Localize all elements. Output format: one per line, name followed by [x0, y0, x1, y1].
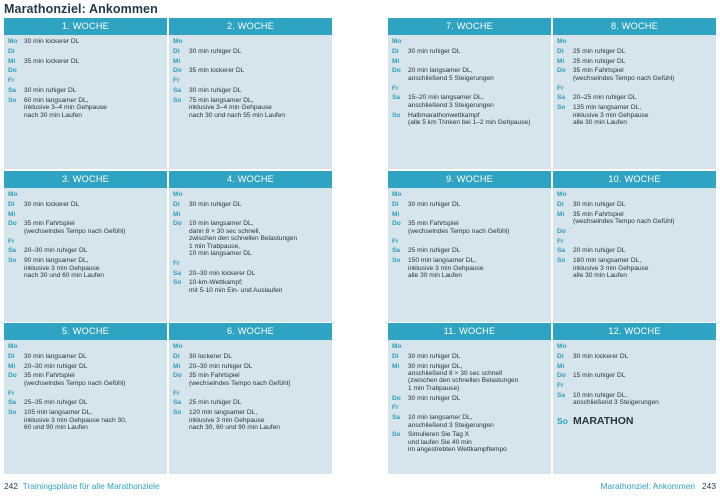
week-title: 6. WOCHE: [169, 323, 332, 340]
day-workout: 150 min langsamer DL, inklusive 3 min Gehpause alle 30 min Laufen: [408, 257, 484, 279]
day-row: [392, 431, 547, 453]
day-label: Di: [173, 200, 180, 208]
day-workout: 25 min ruhiger DL: [573, 47, 626, 55]
day-row: [8, 58, 163, 65]
day-row: [557, 257, 712, 279]
day-label: Mi: [392, 210, 400, 218]
day-row: [392, 247, 547, 254]
day-workout: 25–35 min ruhiger DL: [24, 399, 88, 407]
day-row: [173, 260, 328, 267]
day-row: [557, 191, 712, 198]
day-workout: 25 min ruhiger DL: [408, 247, 461, 255]
day-row: [392, 343, 547, 350]
day-workout: 30 lockerer DL: [189, 352, 232, 360]
day-row: [392, 112, 547, 127]
day-workout: 20 min ruhiger DL: [573, 247, 626, 255]
day-workout: 10 min langsamer DL, dann 8 × 30 sec schnell, zwischen den schnellen Belastungen 1 min Trabpause, 10 min langsamer DL: [189, 220, 298, 258]
day-label: Do: [392, 220, 401, 228]
day-workout: 135 min langsamer DL, inklusive 3 min Gehpause alle 30 min Laufen: [573, 104, 649, 126]
day-label: So: [8, 96, 17, 104]
day-workout: 60 min langsamer DL, inklusive 3–4 min Gehpause nach 30 min Laufen: [24, 96, 107, 119]
day-workout: 30 min ruhiger DL: [408, 394, 461, 402]
day-label: Sa: [557, 391, 566, 399]
page-number-left: 242: [4, 481, 18, 491]
day-workout: Simulieren Sie Tag X und laufen Sie 40 min im angestrebten Wettkampftempo: [408, 431, 507, 454]
day-label: Di: [392, 200, 399, 208]
day-row: [173, 191, 328, 198]
week-title: 1. WOCHE: [4, 18, 167, 35]
day-row: [173, 270, 328, 277]
day-row: [8, 409, 163, 431]
day-label: Fr: [173, 77, 180, 85]
day-row: [557, 201, 712, 208]
week-7: [388, 18, 551, 169]
week-title: 12. WOCHE: [553, 323, 716, 340]
day-row: [8, 390, 163, 397]
day-label: Do: [8, 372, 17, 380]
day-row: [8, 353, 163, 360]
day-workout: 30 min ruhiger DL: [189, 47, 242, 55]
day-label: Di: [557, 200, 564, 208]
week-6: [169, 323, 332, 474]
day-list: [4, 188, 167, 279]
day-row: [173, 409, 328, 431]
week-11: [388, 323, 551, 474]
day-workout: 20–30 min ruhiger DL: [24, 247, 88, 255]
day-label: Sa: [173, 269, 182, 277]
day-workout: 20–30 min ruhiger DL: [24, 362, 88, 370]
week-8: [553, 18, 716, 169]
day-label: So: [557, 415, 568, 426]
day-row: [392, 191, 547, 198]
day-row: [8, 238, 163, 245]
week-title: 10. WOCHE: [553, 171, 716, 188]
day-workout: 180 min langsamer DL, inklusive 3 min Gehpause alle 30 min Laufen: [573, 257, 649, 279]
week-3: [4, 171, 167, 322]
day-row: [173, 343, 328, 350]
day-label: Mo: [173, 343, 183, 350]
day-label: Do: [557, 227, 566, 235]
day-label: Fr: [392, 84, 399, 92]
day-row: [392, 257, 547, 279]
page-title: Marathonziel: Ankommen: [4, 2, 158, 16]
week-9: [388, 171, 551, 322]
day-label: Mo: [173, 38, 183, 45]
day-list: [553, 188, 716, 279]
day-label: Mo: [557, 191, 567, 198]
day-label: Do: [392, 67, 401, 75]
day-row: [557, 392, 712, 407]
day-label: Fr: [8, 237, 15, 245]
week-title: 4. WOCHE: [169, 171, 332, 188]
week-title: 9. WOCHE: [388, 171, 551, 188]
day-label: Do: [8, 220, 17, 228]
day-workout: 10 min langsamer DL, anschließend 3 Steigerungen: [408, 414, 494, 429]
day-row: [557, 238, 712, 245]
day-row: [557, 85, 712, 92]
day-label: Mi: [173, 57, 181, 65]
day-workout: 25 min ruhiger DL: [573, 57, 626, 65]
day-workout: 30 min ruhiger DL: [573, 200, 626, 208]
day-workout: 10 min ruhiger DL, anschließend 3 Steigerungen: [573, 391, 659, 407]
day-label: Mi: [8, 57, 16, 65]
day-row: [392, 363, 547, 393]
day-label: Mi: [173, 362, 181, 370]
day-label: Mi: [392, 57, 400, 65]
day-row: [557, 38, 712, 45]
day-row: [392, 67, 547, 82]
week-5: [4, 323, 167, 474]
day-label: Sa: [173, 86, 182, 94]
week-2: [169, 18, 332, 169]
day-workout: 90 min langsamer DL, inklusive 3 min Gehpause nach 30 und 60 min Laufen: [24, 257, 104, 279]
footer-right: [601, 481, 716, 491]
day-row: [557, 372, 712, 379]
day-label: Do: [557, 372, 566, 380]
day-workout: 35 min lockerer DL: [24, 57, 80, 65]
day-workout: 30 min ruhiger DL: [408, 200, 461, 208]
page-number-right: 243: [702, 481, 716, 491]
day-row: [173, 38, 328, 45]
day-label: Sa: [392, 414, 401, 422]
day-label: Mi: [557, 57, 565, 65]
day-label: Fr: [557, 237, 564, 245]
footer-left-text: Trainingspläne für alle Marathonziele: [22, 481, 160, 491]
day-label: Fr: [173, 389, 180, 397]
day-row: [173, 201, 328, 208]
week-title: 3. WOCHE: [4, 171, 167, 188]
day-workout: 30 min ruhiger DL: [408, 352, 461, 360]
day-label: So: [557, 104, 566, 112]
day-label: Di: [557, 352, 564, 360]
day-workout: 105 min langsamer DL, inklusive 3 min Gehpause nach 30, 60 und 90 min Laufen: [24, 409, 127, 431]
day-row: [8, 363, 163, 370]
day-label: Fr: [173, 259, 180, 267]
day-list: [388, 35, 551, 126]
day-label: Mo: [392, 191, 402, 198]
day-label: Do: [392, 394, 401, 402]
day-list: [169, 188, 332, 294]
day-label: Sa: [8, 399, 17, 407]
day-workout: 20–30 min lockerer DL: [189, 269, 256, 277]
day-label: Mi: [392, 362, 400, 370]
day-label: Sa: [392, 247, 401, 255]
day-row: [173, 399, 328, 406]
week-title: 2. WOCHE: [169, 18, 332, 35]
day-row: [173, 353, 328, 360]
day-row: [557, 211, 712, 226]
day-label: Sa: [557, 94, 566, 102]
day-row: [8, 97, 163, 119]
day-workout: Halbmarathonwettkampf (alle 5 km Trinken bei 1–2 min Gehpause): [408, 111, 531, 126]
day-row: [173, 220, 328, 257]
day-workout: 75 min langsamer DL, inklusive 3–4 min Gehpause nach 30 und nach 55 min Laufen: [189, 96, 286, 119]
day-label: So: [8, 257, 17, 265]
day-workout: 30 min ruhiger DL, anschließend 8 × 30 sec schnell (zwischen den schnellen Belastungen 1 min Trabpause): [408, 362, 519, 392]
day-label: So: [173, 409, 182, 417]
day-row: [8, 247, 163, 254]
week-10: [553, 171, 716, 322]
day-label: Fr: [392, 404, 399, 412]
day-list: [553, 35, 716, 126]
day-row: [173, 97, 328, 119]
day-workout: 30 min lockerer DL: [24, 200, 80, 208]
day-label: So: [392, 111, 401, 119]
day-workout: 25 min ruhiger DL: [189, 399, 242, 407]
week-title: 8. WOCHE: [553, 18, 716, 35]
day-row: [8, 67, 163, 74]
day-row: [173, 58, 328, 65]
day-row: [392, 220, 547, 235]
day-row: [392, 94, 547, 109]
day-label: Di: [557, 47, 564, 55]
day-row: [8, 399, 163, 406]
day-workout: 20–30 min ruhiger DL: [189, 362, 253, 370]
day-row: [557, 247, 712, 254]
day-row: [392, 238, 547, 245]
day-row: [173, 363, 328, 370]
day-label: Sa: [392, 94, 401, 102]
day-row: [557, 58, 712, 65]
day-label: Do: [8, 67, 17, 75]
day-label: So: [8, 409, 17, 417]
day-row: [173, 390, 328, 397]
day-row: [173, 67, 328, 74]
day-row: [8, 87, 163, 94]
day-row: [557, 94, 712, 101]
day-workout: MARATHON: [573, 414, 634, 427]
day-label: Mo: [392, 38, 402, 45]
day-workout: 35 min Fahrtspiel (wechselndes Tempo nach Gefühl): [24, 372, 126, 387]
week-4: [169, 171, 332, 322]
day-row: [8, 77, 163, 84]
day-row: [392, 353, 547, 360]
day-row: [392, 201, 547, 208]
day-label: Fr: [8, 77, 15, 85]
day-label: Fr: [392, 237, 399, 245]
day-workout: 15 min ruhiger DL: [573, 372, 626, 380]
day-row: [557, 48, 712, 55]
day-list: [388, 188, 551, 279]
day-workout: 30 min ruhiger DL: [189, 200, 242, 208]
day-workout: 30 min ruhiger DL: [189, 86, 242, 94]
day-workout: 120 min langsamer DL, inklusive 3 min Gehpause nach 30, 60 und 90 min Laufen: [189, 409, 280, 431]
day-row: [173, 279, 328, 294]
day-row: [8, 211, 163, 218]
day-label: Mo: [173, 191, 183, 198]
day-label: Mi: [8, 210, 16, 218]
day-label: Fr: [557, 84, 564, 92]
day-label: Fr: [557, 382, 564, 390]
day-label: Sa: [8, 86, 17, 94]
day-row: [392, 48, 547, 55]
day-row: [8, 38, 163, 45]
day-workout: 15–20 min langsamer DL, anschließend 3 Steigerungen: [408, 94, 494, 109]
day-label: Mo: [8, 191, 18, 198]
day-label: Sa: [557, 247, 566, 255]
day-list: [4, 340, 167, 431]
day-label: Mi: [557, 362, 565, 370]
day-workout: 35 min lockerer DL: [189, 67, 245, 75]
day-label: Mo: [8, 343, 18, 350]
day-label: So: [173, 279, 182, 287]
day-row: [173, 372, 328, 387]
day-workout: 20–25 min ruhiger DL: [573, 94, 637, 102]
day-row: [392, 404, 547, 411]
day-row: [557, 104, 712, 126]
day-label: Sa: [8, 247, 17, 255]
day-row: [173, 77, 328, 84]
day-row: [392, 85, 547, 92]
day-list: [169, 340, 332, 431]
day-label: Di: [173, 352, 180, 360]
footer-right-text: Marathonziel: Ankommen: [600, 481, 696, 491]
day-label: Mo: [392, 343, 402, 350]
day-row: [392, 211, 547, 218]
day-workout: 20 min langsamer DL, anschließend 5 Steigerungen: [408, 67, 494, 82]
day-label: Di: [392, 352, 399, 360]
day-row: [392, 414, 547, 429]
day-list: [4, 35, 167, 119]
day-label: Di: [8, 47, 15, 55]
day-row: [8, 201, 163, 208]
day-label: Do: [173, 67, 182, 75]
day-workout: 35 min Fahrtspiel (wechselndes Tempo nach Gefühl): [24, 220, 126, 235]
day-label: Mi: [557, 210, 565, 218]
day-label: Do: [173, 220, 182, 228]
week-1: [4, 18, 167, 169]
day-row: [392, 58, 547, 65]
day-label: Mi: [8, 362, 16, 370]
day-row: [557, 343, 712, 350]
day-row: [392, 38, 547, 45]
day-workout: 10-km-Wettkampf; mit 5-10 min Ein- und Auslaufen: [189, 279, 283, 294]
day-row: [173, 87, 328, 94]
day-label: Sa: [173, 399, 182, 407]
day-label: Di: [8, 200, 15, 208]
day-list: [388, 340, 551, 454]
day-label: Fr: [8, 389, 15, 397]
day-workout: 30 min ruhiger DL: [24, 86, 77, 94]
day-row: [173, 48, 328, 55]
day-label: Mo: [8, 38, 18, 45]
day-row: [8, 257, 163, 279]
day-row: [557, 363, 712, 370]
day-label: Do: [173, 372, 182, 380]
day-row: [557, 67, 712, 82]
day-workout: 35 min Fahrtspiel (wechselndes Tempo nach Gefühl): [408, 220, 510, 235]
day-row: [557, 415, 712, 427]
week-title: 11. WOCHE: [388, 323, 551, 340]
day-label: Di: [173, 47, 180, 55]
day-label: So: [173, 96, 182, 104]
day-label: So: [557, 257, 566, 265]
day-label: So: [392, 431, 401, 439]
day-row: [557, 382, 712, 389]
footer-left: [4, 481, 160, 491]
day-row: [557, 353, 712, 360]
day-label: Mi: [173, 210, 181, 218]
day-list: [169, 35, 332, 119]
day-row: [173, 211, 328, 218]
day-label: Di: [392, 47, 399, 55]
day-workout: 30 min ruhiger DL: [408, 47, 461, 55]
day-row: [8, 48, 163, 55]
day-label: Di: [8, 352, 15, 360]
day-list: [553, 340, 716, 427]
day-row: [392, 395, 547, 402]
day-workout: 30 min langsamer DL: [24, 352, 87, 360]
day-label: Do: [557, 67, 566, 75]
day-workout: 30 min lockerer DL: [24, 38, 80, 45]
day-row: [557, 228, 712, 235]
day-workout: 35 min Fahrtspiel (wechselndes Tempo nach Gefühl): [573, 67, 675, 82]
day-row: [8, 372, 163, 387]
week-12: [553, 323, 716, 474]
day-workout: 30 min lockerer DL: [573, 352, 629, 360]
day-workout: 35 min Fahrtspiel (wechselndes Tempo nach Gefühl): [573, 210, 675, 225]
day-row: [8, 220, 163, 235]
day-label: Mo: [557, 38, 567, 45]
day-label: Mo: [557, 343, 567, 350]
day-row: [8, 343, 163, 350]
week-title: 7. WOCHE: [388, 18, 551, 35]
week-title: 5. WOCHE: [4, 323, 167, 340]
day-workout: 35 min Fahrtspiel (wechselndes Tempo nach Gefühl): [189, 372, 291, 387]
day-row: [8, 191, 163, 198]
day-label: So: [392, 257, 401, 265]
